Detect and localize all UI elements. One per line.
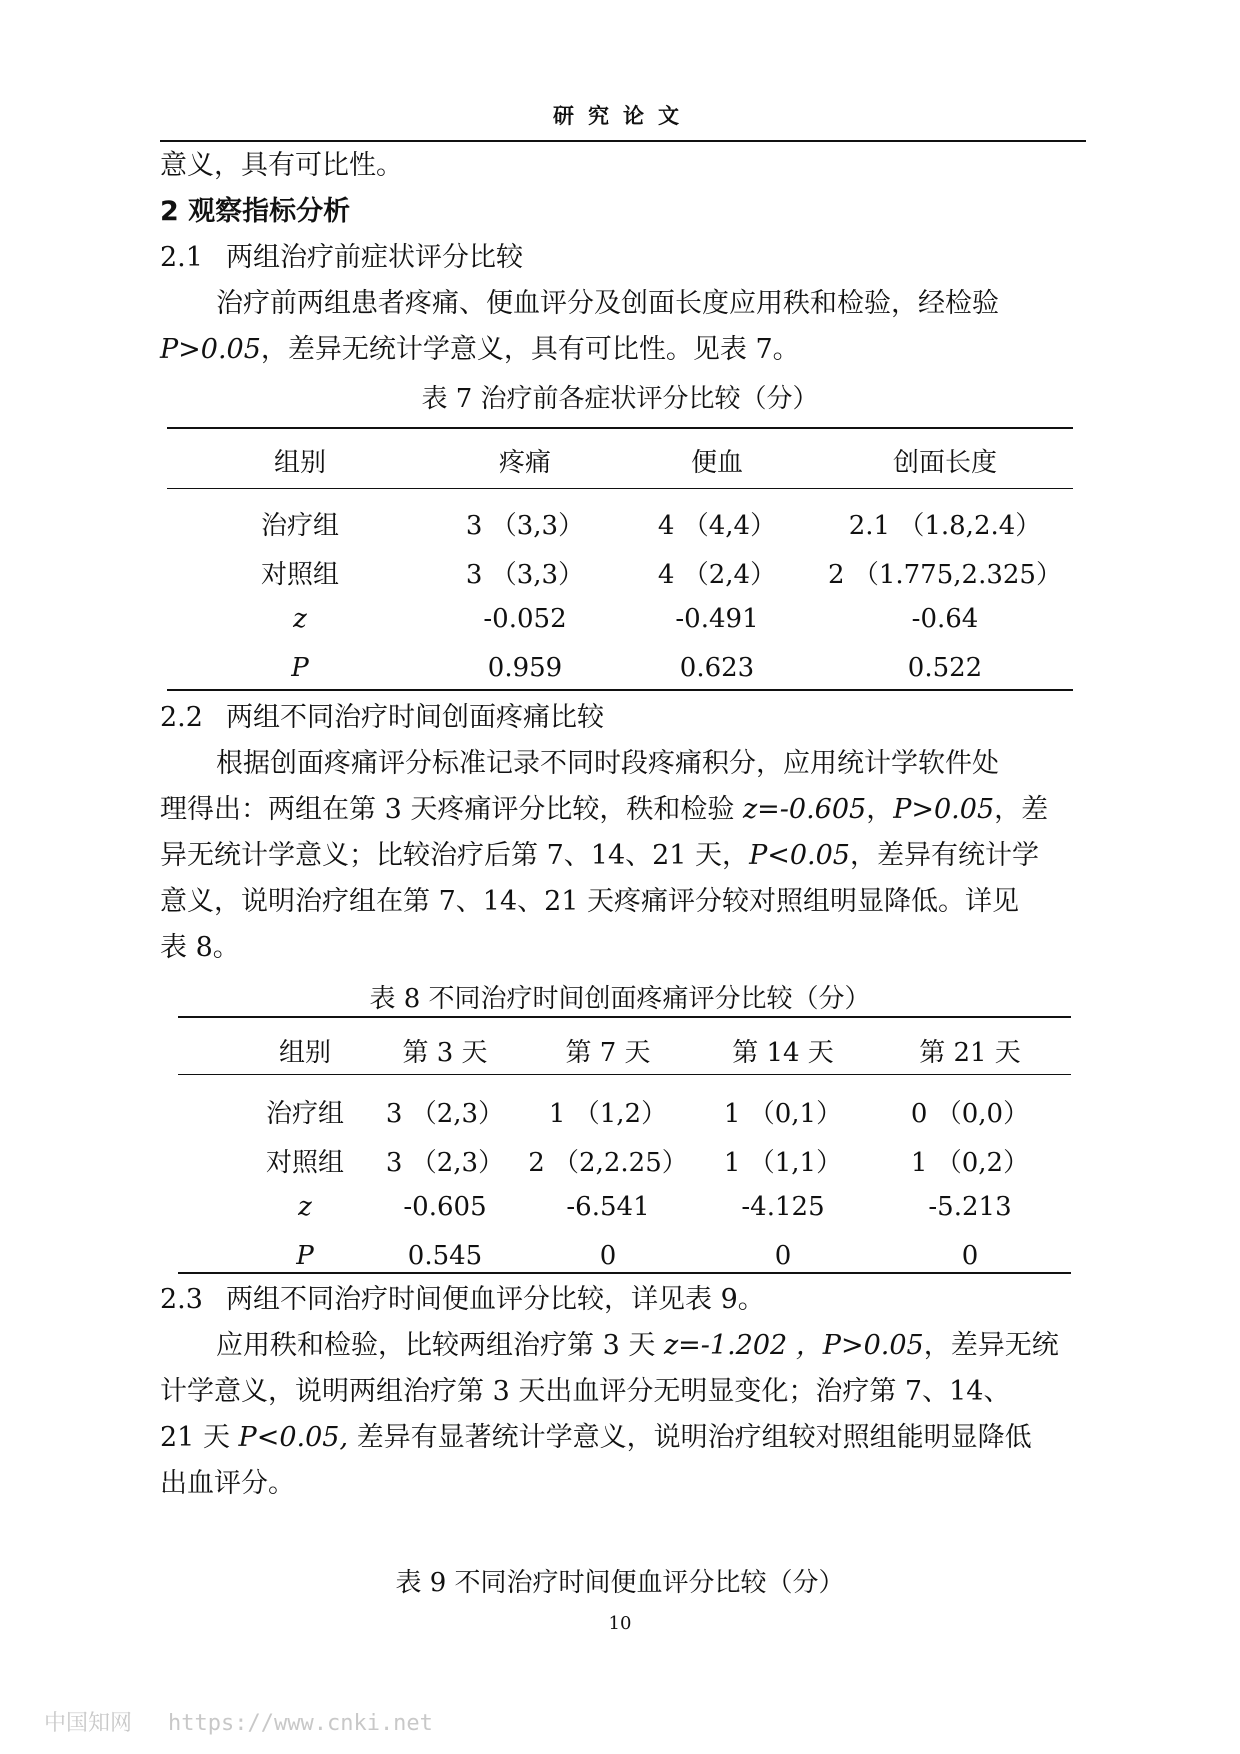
table7-cell: z xyxy=(293,604,307,634)
table8-cell: P xyxy=(296,1241,314,1271)
paragraph-line: 意义，具有可比性。 xyxy=(160,150,403,181)
text-span: ，差异有统计学 xyxy=(849,840,1039,871)
paragraph-line: 治疗前两组患者疼痛、便血评分及创面长度应用秩和检验，经检验 xyxy=(216,288,999,319)
subsection-title: 两组不同治疗时间创面疼痛比较 xyxy=(226,702,604,733)
watermark-url: https://www.cnki.net xyxy=(168,1711,433,1736)
watermark xyxy=(44,1706,433,1737)
table8-cell: 1 （0,2） xyxy=(910,1148,1030,1178)
table8-cell: 0 xyxy=(961,1241,979,1271)
table7-cell: 3 （3,3） xyxy=(465,511,585,541)
table7-cell: 3 （3,3） xyxy=(465,560,585,590)
table8-header-cell: 第 3 天 xyxy=(402,1038,488,1068)
table7-cell: 0.959 xyxy=(487,653,563,683)
table7-header-cell: 疼痛 xyxy=(498,448,552,478)
table8-cell: 1 （1,2） xyxy=(548,1099,668,1129)
subsection-number: 2.2 xyxy=(160,702,203,733)
table8-header-cell: 第 21 天 xyxy=(919,1038,1021,1068)
text-span: 应用秩和检验，比较两组治疗第 3 天 xyxy=(216,1330,664,1361)
stat-p: P<0.05, xyxy=(238,1422,349,1453)
table7-cell: 治疗组 xyxy=(260,511,340,541)
table8-cell: 治疗组 xyxy=(265,1099,345,1129)
text-span: ，差异无统计学意义，具有可比性。见表 7。 xyxy=(260,334,800,365)
text-span: 异无统计学意义；比较治疗后第 7、14、21 天， xyxy=(160,840,750,871)
table7-caption: 表 7 治疗前各症状评分比较（分） xyxy=(421,384,819,414)
table8-cell: 1 （1,1） xyxy=(723,1148,843,1178)
table8-cell: z xyxy=(298,1192,312,1222)
text-span: 理得出：两组在第 3 天疼痛评分比较，秩和检验 xyxy=(160,794,743,825)
table7-header-cell: 便血 xyxy=(690,448,744,478)
subsection-title: 两组治疗前症状评分比较 xyxy=(226,242,523,273)
subsection-heading xyxy=(160,240,523,276)
table9-caption: 表 9 不同治疗时间便血评分比较（分） xyxy=(395,1568,845,1598)
table8-bottom-rule xyxy=(178,1272,1071,1274)
stat-p: P<0.05 xyxy=(749,840,850,871)
table7-cell: 对照组 xyxy=(260,560,340,590)
watermark-cn: 中国知网 xyxy=(44,1711,133,1736)
table8-cell: 2 （2,2.25） xyxy=(528,1148,688,1178)
subsection-heading xyxy=(160,1282,765,1318)
table7-header-cell: 组别 xyxy=(273,448,327,478)
table8-cell: 对照组 xyxy=(265,1148,345,1178)
table8-cell: 1 （0,1） xyxy=(723,1099,843,1129)
table8-caption: 表 8 不同治疗时间创面疼痛评分比较（分） xyxy=(369,984,871,1014)
stat-p: P>0.05 xyxy=(822,1330,924,1361)
table8-cell: -5.213 xyxy=(928,1192,1012,1222)
table8-cell: -6.541 xyxy=(566,1192,650,1222)
table7-header-cell: 创面长度 xyxy=(892,448,998,478)
table7-header-rule xyxy=(167,488,1073,489)
paragraph-line: 意义，说明治疗组在第 7、14、21 天疼痛评分较对照组明显降低。详见 xyxy=(160,886,1020,917)
table8-cell: 0 xyxy=(774,1241,792,1271)
table8-header-cell: 第 14 天 xyxy=(732,1038,834,1068)
header-rule xyxy=(160,140,1086,142)
subsection-title: 两组不同治疗时间便血评分比较，详见表 9。 xyxy=(226,1284,765,1315)
subsection-number: 2.1 xyxy=(160,242,203,273)
table8-cell: 0 （0,0） xyxy=(910,1099,1030,1129)
section-heading: 2 观察指标分析 xyxy=(160,196,351,227)
stat-z: z=-1.202 ， xyxy=(663,1330,823,1361)
table8-header-cell: 组别 xyxy=(278,1038,332,1068)
paragraph-line xyxy=(160,792,1048,828)
table8-cell: 3 （2,3） xyxy=(385,1148,505,1178)
paragraph-line: 根据创面疼痛评分标准记录不同时段疼痛积分，应用统计学软件处 xyxy=(216,748,999,779)
paragraph-line: 表 8。 xyxy=(160,932,240,963)
table8-cell: 0 xyxy=(599,1241,617,1271)
subsection-heading xyxy=(160,700,604,736)
table7-cell: -0.64 xyxy=(911,604,979,634)
text-span: ，差 xyxy=(994,794,1049,825)
paragraph-line xyxy=(160,838,1039,874)
subsection-number: 2.3 xyxy=(160,1284,203,1315)
text-span: 21 天 xyxy=(160,1422,239,1453)
table7-cell: 4 （2,4） xyxy=(657,560,777,590)
table8-cell: -4.125 xyxy=(741,1192,825,1222)
stat-p: P>0.05 xyxy=(160,334,261,365)
table7-cell: 0.522 xyxy=(907,653,983,683)
table7-cell: 0.623 xyxy=(679,653,755,683)
table7-cell: 2.1 （1.8,2.4） xyxy=(848,511,1042,541)
text-span: ， xyxy=(866,794,894,825)
text-span: ，差异无统 xyxy=(923,1330,1059,1361)
table7-cell: -0.052 xyxy=(483,604,567,634)
table7-cell: P xyxy=(291,653,309,683)
text-span: 差异有显著统计学意义，说明治疗组较对照组能明显降低 xyxy=(348,1422,1032,1453)
table8-header-rule xyxy=(178,1074,1071,1075)
paragraph-line xyxy=(160,1420,1032,1456)
table7-top-rule xyxy=(167,427,1073,429)
stat-z: z=-0.605 xyxy=(742,794,867,825)
table7-cell: 2 （1.775,2.325） xyxy=(828,560,1062,590)
table8-cell: 0.545 xyxy=(407,1241,483,1271)
paragraph-line xyxy=(160,332,800,368)
page-number: 10 xyxy=(608,1613,632,1634)
table8-top-rule xyxy=(178,1016,1071,1018)
table7-cell: 4 （4,4） xyxy=(657,511,777,541)
stat-p: P>0.05 xyxy=(893,794,995,825)
paragraph-line: 计学意义，说明两组治疗第 3 天出血评分无明显变化；治疗第 7、14、 xyxy=(160,1376,1011,1407)
paragraph-line: 出血评分。 xyxy=(160,1468,295,1499)
paragraph-line xyxy=(216,1328,1059,1364)
table8-header-cell: 第 7 天 xyxy=(565,1038,651,1068)
table7-bottom-rule xyxy=(167,689,1073,691)
running-header: 研究论文 xyxy=(553,103,693,128)
table7-cell: -0.491 xyxy=(675,604,759,634)
table8-cell: 3 （2,3） xyxy=(385,1099,505,1129)
table8-cell: -0.605 xyxy=(403,1192,487,1222)
